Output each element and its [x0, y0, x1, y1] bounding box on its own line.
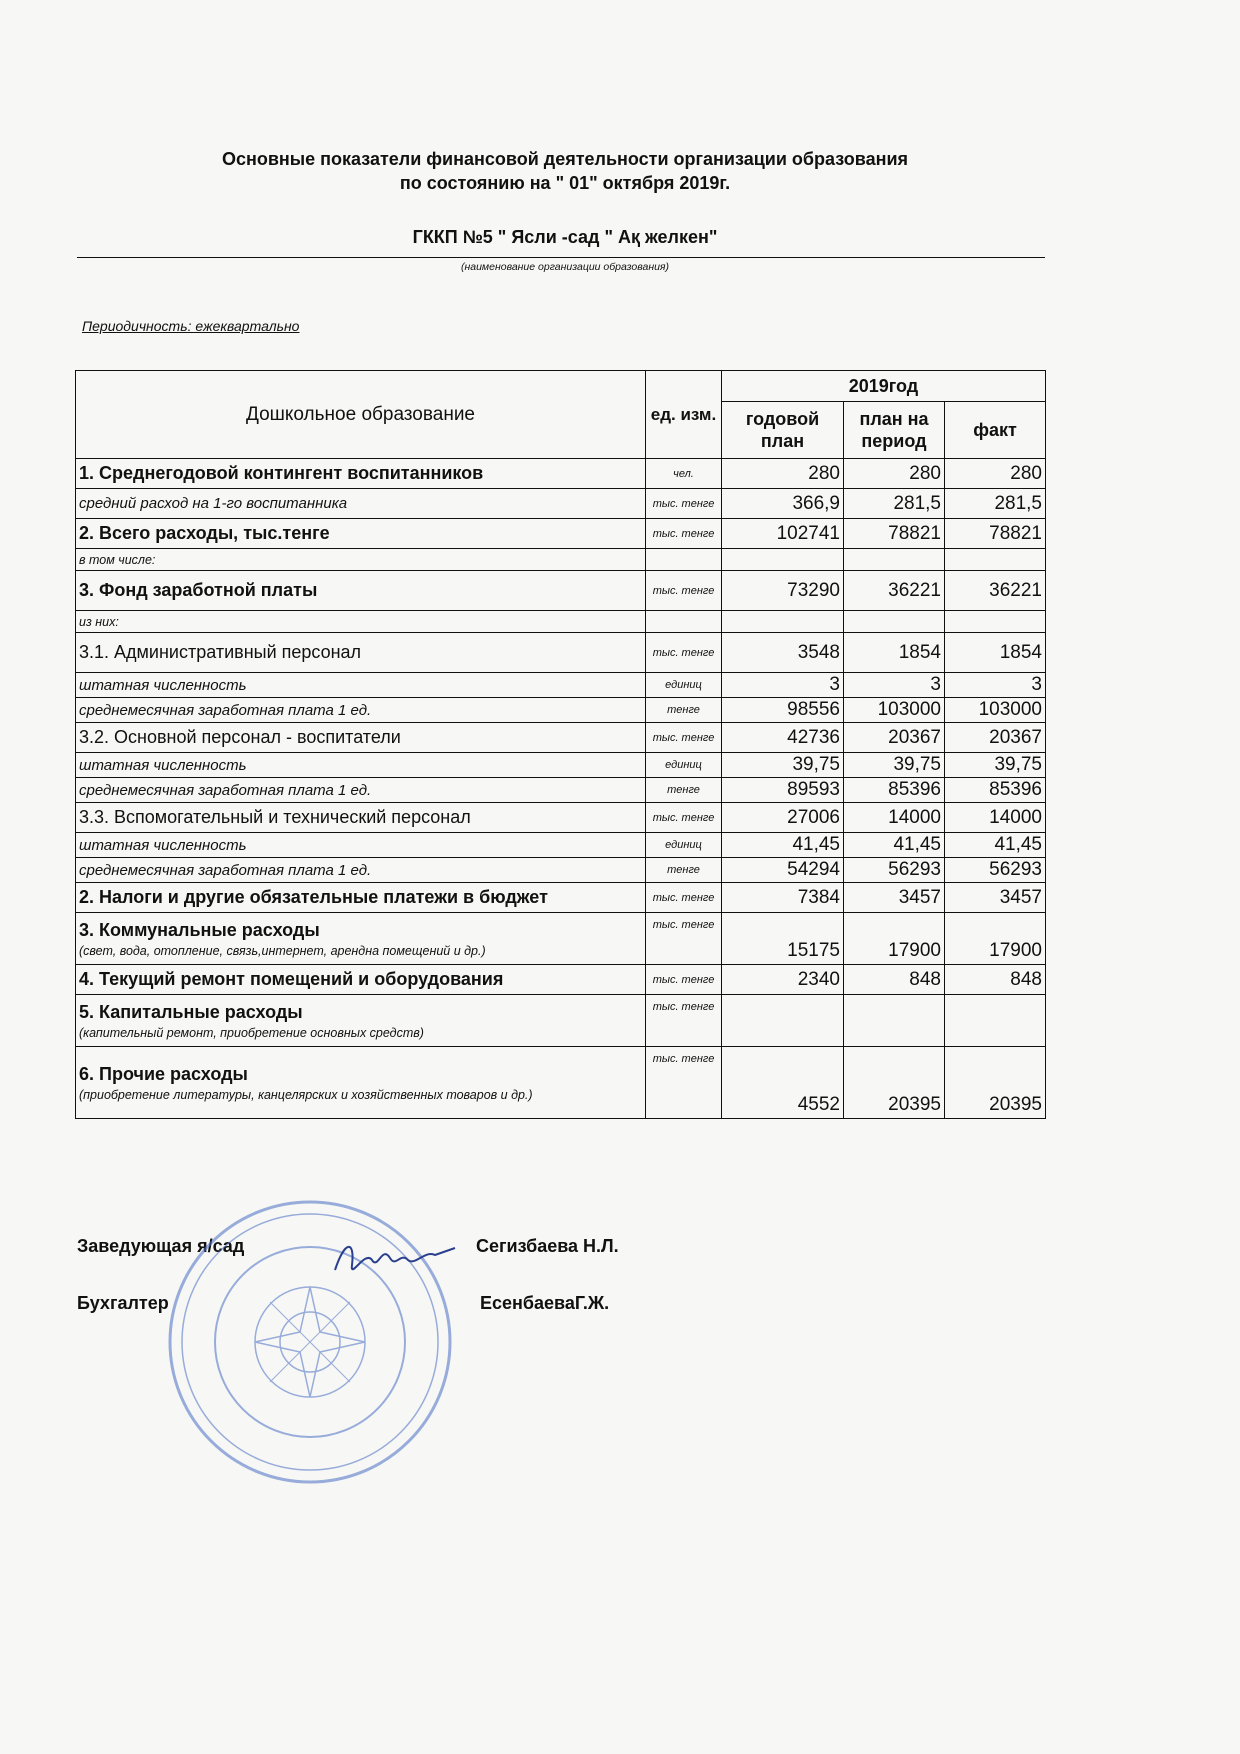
row-label: среднемесячная заработная плата 1 ед.	[79, 861, 372, 879]
row-period-value: 280	[844, 459, 945, 489]
row-fact-value: 36221	[945, 571, 1046, 611]
table-row	[76, 698, 1046, 723]
table-row	[76, 803, 1046, 833]
row-label-cell	[76, 753, 646, 778]
row-annual-value: 4552	[722, 1047, 844, 1119]
row-unit: тенге	[646, 778, 722, 803]
row-label: 3. Коммунальные расходы	[79, 919, 320, 940]
row-period-value: 103000	[844, 698, 945, 723]
row-fact-value: 3457	[945, 883, 1046, 913]
row-annual-value: 2340	[722, 965, 844, 995]
row-label: 6. Прочие расходы	[79, 1063, 248, 1084]
row-label-cell	[76, 519, 646, 549]
row-label-cell	[76, 803, 646, 833]
row-annual-value: 89593	[722, 778, 844, 803]
row-fact-value: 14000	[945, 803, 1046, 833]
row-label-cell	[76, 965, 646, 995]
header-period-plan: план на период	[844, 402, 945, 459]
table-body	[76, 459, 1046, 1119]
row-label-cell	[76, 549, 646, 571]
periodicity-label: Периодичность: ежеквартально	[82, 318, 300, 334]
row-unit: единиц	[646, 673, 722, 698]
row-period-value: 17900	[844, 913, 945, 965]
accountant-name: ЕсенбаеваГ.Ж.	[480, 1293, 610, 1313]
row-unit: тыс. тенге	[646, 883, 722, 913]
row-period-value: 20367	[844, 723, 945, 753]
row-period-value: 85396	[844, 778, 945, 803]
row-unit: чел.	[646, 459, 722, 489]
row-label-cell	[76, 459, 646, 489]
report-title-line1: Основные показатели финансовой деятельности организации образования	[221, 149, 909, 169]
row-unit: тыс. тенге	[646, 1047, 722, 1119]
row-annual-value: 27006	[722, 803, 844, 833]
row-label: в том числе:	[79, 552, 156, 567]
row-period-value: 20395	[844, 1047, 945, 1119]
row-annual-value: 98556	[722, 698, 844, 723]
row-fact-value: 20395	[945, 1047, 1046, 1119]
row-unit: единиц	[646, 833, 722, 858]
row-annual-value: 41,45	[722, 833, 844, 858]
header-annual-plan: годовой план	[722, 402, 844, 459]
row-annual-value: 102741	[722, 519, 844, 549]
row-fact-value	[945, 611, 1046, 633]
row-period-value: 39,75	[844, 753, 945, 778]
row-note: (свет, вода, отопление, связь,интернет, арендна помещений и др.)	[79, 943, 486, 958]
row-unit	[646, 611, 722, 633]
row-label: 3.3. Вспомогательный и технический персонал	[79, 807, 471, 827]
head-name: Сегизбаева Н.Л.	[476, 1236, 619, 1256]
row-annual-value: 42736	[722, 723, 844, 753]
row-fact-value	[945, 549, 1046, 571]
row-label: 2. Налоги и другие обязательные платежи в бюджет	[79, 887, 548, 907]
row-label-cell	[76, 698, 646, 723]
financial-indicators-table	[75, 370, 1046, 1119]
row-fact-value: 78821	[945, 519, 1046, 549]
organization-underline	[77, 257, 1045, 258]
row-label: среднемесячная заработная плата 1 ед.	[79, 781, 372, 799]
row-label: 1. Среднегодовой контингент воспитанников	[79, 463, 484, 483]
header-section: Дошкольное образование	[76, 371, 646, 459]
row-period-value: 3457	[844, 883, 945, 913]
row-label: 3.2. Основной персонал - воспитатели	[79, 727, 401, 747]
row-label-cell	[76, 1047, 646, 1119]
row-label-cell	[76, 611, 646, 633]
row-label: штатная численность	[79, 676, 247, 694]
handwritten-signature	[330, 1230, 460, 1290]
row-fact-value	[945, 995, 1046, 1047]
header-unit: ед. изм.	[646, 371, 722, 459]
table-row	[76, 965, 1046, 995]
row-period-value	[844, 611, 945, 633]
row-unit: тыс. тенге	[646, 995, 722, 1047]
row-label: из них:	[79, 614, 119, 629]
row-unit: тыс. тенге	[646, 519, 722, 549]
row-annual-value: 54294	[722, 858, 844, 883]
table-row	[76, 833, 1046, 858]
row-label: 5. Капитальные расходы	[79, 1001, 303, 1022]
table-row	[76, 611, 1046, 633]
header-year: 2019год	[722, 371, 1046, 402]
row-annual-value: 15175	[722, 913, 844, 965]
row-period-value: 848	[844, 965, 945, 995]
row-unit	[646, 549, 722, 571]
row-label-cell	[76, 723, 646, 753]
row-label-cell	[76, 995, 646, 1047]
row-label-cell	[76, 913, 646, 965]
row-period-value	[844, 549, 945, 571]
row-unit: тыс. тенге	[646, 965, 722, 995]
row-note: (капительный ремонт, приобретение основных средств)	[79, 1025, 424, 1040]
row-annual-value: 366,9	[722, 489, 844, 519]
table-row	[76, 459, 1046, 489]
row-label-cell	[76, 833, 646, 858]
row-fact-value: 56293	[945, 858, 1046, 883]
row-label: штатная численность	[79, 756, 247, 774]
report-title-line2: по состоянию на " 01" октября 2019г.	[399, 173, 731, 193]
row-unit: единиц	[646, 753, 722, 778]
row-label: 3.1. Административный персонал	[79, 642, 362, 662]
table-row	[76, 883, 1046, 913]
table-row	[76, 753, 1046, 778]
table-row	[76, 913, 1046, 965]
row-label: среднемесячная заработная плата 1 ед.	[79, 701, 372, 719]
row-fact-value: 848	[945, 965, 1046, 995]
row-label: 3. Фонд заработной платы	[79, 580, 318, 600]
row-period-value: 3	[844, 673, 945, 698]
row-annual-value: 3	[722, 673, 844, 698]
row-fact-value: 280	[945, 459, 1046, 489]
row-label: 2. Всего расходы, тыс.тенге	[79, 523, 330, 543]
table-row	[76, 633, 1046, 673]
row-period-value	[844, 995, 945, 1047]
row-period-value: 14000	[844, 803, 945, 833]
row-label: 4. Текущий ремонт помещений и оборудования	[79, 969, 504, 989]
row-label: средний расход на 1-го воспитанника	[79, 495, 348, 512]
row-period-value: 281,5	[844, 489, 945, 519]
row-annual-value: 39,75	[722, 753, 844, 778]
row-unit: тыс. тенге	[646, 913, 722, 965]
row-unit: тыс. тенге	[646, 803, 722, 833]
row-label: штатная численность	[79, 836, 247, 854]
row-annual-value	[722, 549, 844, 571]
table-row	[76, 519, 1046, 549]
row-label-cell	[76, 858, 646, 883]
row-period-value: 41,45	[844, 833, 945, 858]
head-title: Заведующая я/сад	[77, 1236, 245, 1256]
row-label-cell	[76, 633, 646, 673]
table-row	[76, 549, 1046, 571]
table-row	[76, 1047, 1046, 1119]
row-annual-value	[722, 611, 844, 633]
row-period-value: 1854	[844, 633, 945, 673]
row-label-cell	[76, 489, 646, 519]
row-unit: тенге	[646, 858, 722, 883]
row-label-cell	[76, 571, 646, 611]
row-unit: тыс. тенге	[646, 489, 722, 519]
row-fact-value: 281,5	[945, 489, 1046, 519]
table-row	[76, 778, 1046, 803]
row-label-cell	[76, 883, 646, 913]
organization-name: ГККП №5 " Ясли -сад " Ақ желкен"	[412, 227, 718, 247]
row-annual-value: 73290	[722, 571, 844, 611]
row-period-value: 36221	[844, 571, 945, 611]
table-row	[76, 673, 1046, 698]
table-row	[76, 571, 1046, 611]
row-annual-value: 7384	[722, 883, 844, 913]
row-fact-value: 17900	[945, 913, 1046, 965]
row-unit: тыс. тенге	[646, 723, 722, 753]
row-fact-value: 39,75	[945, 753, 1046, 778]
table-row	[76, 723, 1046, 753]
row-unit: тенге	[646, 698, 722, 723]
row-label-cell	[76, 673, 646, 698]
row-annual-value: 3548	[722, 633, 844, 673]
header-fact: факт	[945, 402, 1046, 459]
row-annual-value: 280	[722, 459, 844, 489]
row-fact-value: 41,45	[945, 833, 1046, 858]
organization-caption: (наименование организации образования)	[460, 261, 670, 273]
table-row	[76, 995, 1046, 1047]
row-fact-value: 1854	[945, 633, 1046, 673]
table-row	[76, 489, 1046, 519]
accountant-title: Бухгалтер	[77, 1293, 169, 1313]
row-unit: тыс. тенге	[646, 571, 722, 611]
row-annual-value	[722, 995, 844, 1047]
table-row	[76, 858, 1046, 883]
row-label-cell	[76, 778, 646, 803]
row-unit: тыс. тенге	[646, 633, 722, 673]
row-fact-value: 103000	[945, 698, 1046, 723]
row-fact-value: 20367	[945, 723, 1046, 753]
row-period-value: 56293	[844, 858, 945, 883]
row-period-value: 78821	[844, 519, 945, 549]
row-fact-value: 3	[945, 673, 1046, 698]
row-note: (приобретение литературы, канцелярских и хозяйственных товаров и др.)	[79, 1087, 533, 1102]
row-fact-value: 85396	[945, 778, 1046, 803]
